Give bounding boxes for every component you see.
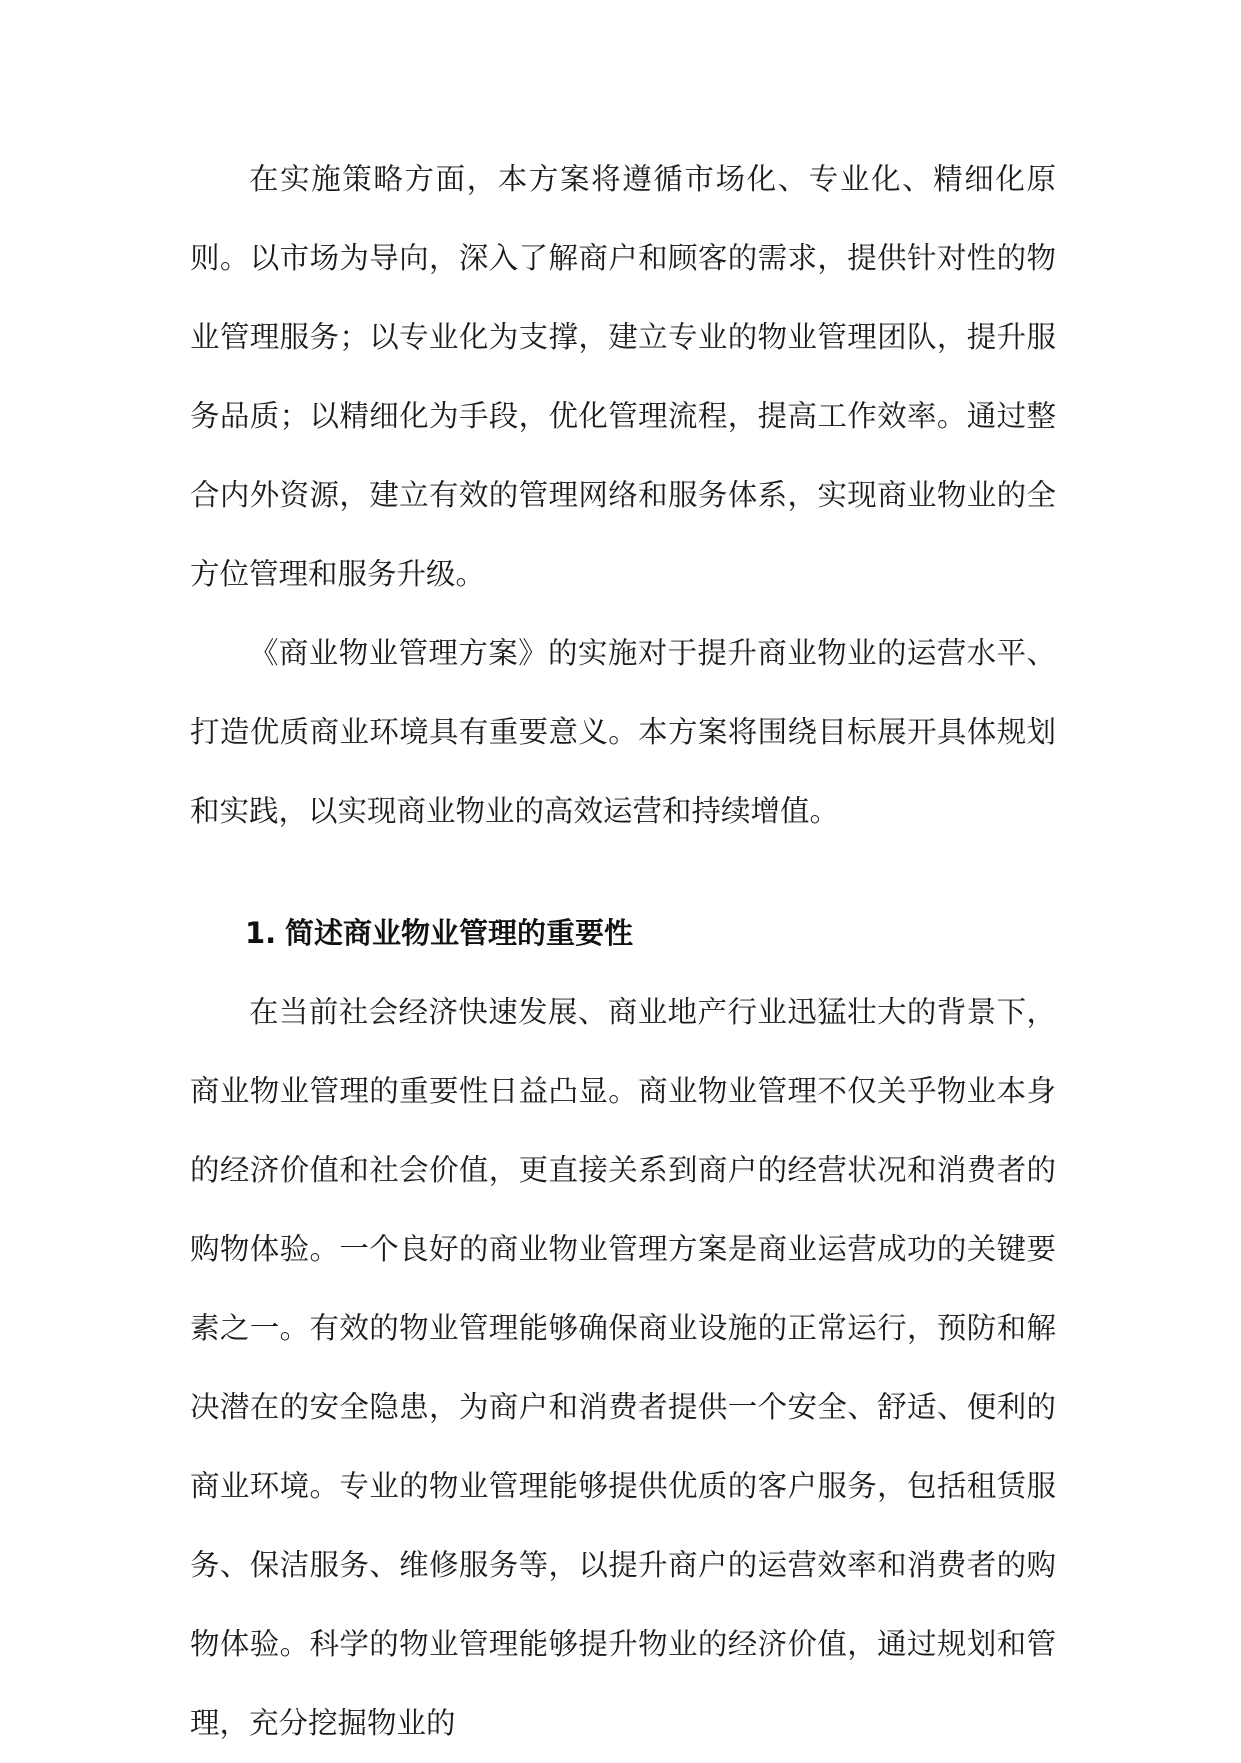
paragraph-implementation-strategy: 在实施策略方面，本方案将遵循市场化、专业化、精细化原则。以市场为导向，深入了解商户和顾客的需求，提供针对性的物业管理服务；以专业化为支撑，建立专业的物业管理团队，提升服务品质；以精细化为手段，优化管理流程，提高工作效率。通过整合内外资源，建立有效的管理网络和服务体系，实现商业物业的全方位管理和服务升级。: [190, 162, 1056, 591]
section-heading: [190, 894, 1056, 973]
paragraph-significance: 《商业物业管理方案》的实施对于提升商业物业的运营水平、打造优质商业环境具有重要意义。本方案将围绕目标展开具体规划和实践，以实现商业物业的高效运营和持续增值。: [190, 636, 1056, 828]
section-number: 1.: [245, 916, 277, 950]
paragraph-importance: 在当前社会经济快速发展、商业地产行业迅猛壮大的背景下，商业物业管理的重要性日益凸显。商业物业管理不仅关乎物业本身的经济价值和社会价值，更直接关系到商户的经营状况和消费者的购物体验。一个良好的商业物业管理方案是商业运营成功的关键要素之一。有效的物业管理能够确保商业设施的正常运行，预防和解决潜在的安全隐患，为商户和消费者提供一个安全、舒适、便利的商业环境。专业的物业管理能够提供优质的客户服务，包括租赁服务、保洁服务、维修服务等，以提升商户的运营效率和消费者的购物体验。科学的物业管理能够提升物业的经济价值，通过规划和管理，充分挖掘物业的: [190, 995, 1056, 1740]
section-title: 简述商业物业管理的重要性: [285, 916, 634, 950]
document-body: [190, 140, 1056, 1763]
